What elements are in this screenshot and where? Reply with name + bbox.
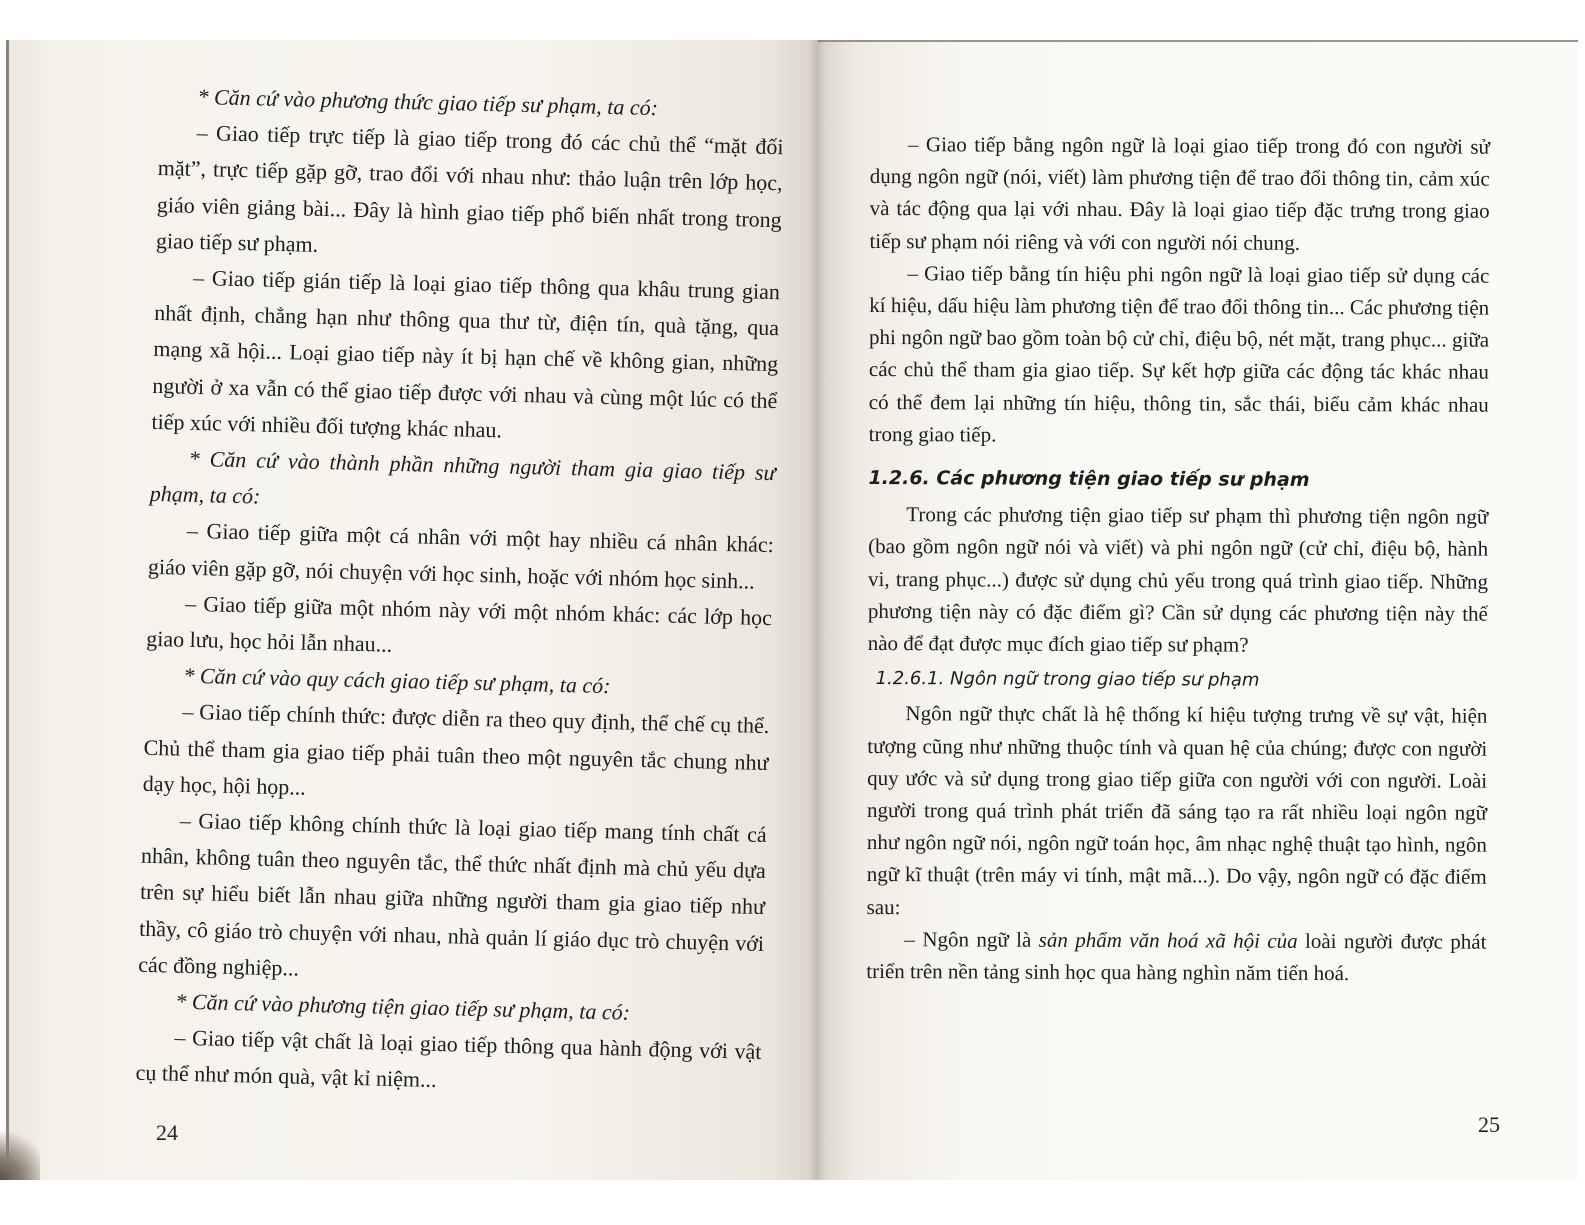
subsection-heading: 1.2.6.1. Ngôn ngữ trong giao tiếp sư phạm	[875, 668, 1260, 691]
book-gutter	[808, 40, 826, 1180]
left-page-number: 24	[156, 1120, 178, 1145]
left-paragraph: * Căn cứ vào thành phần những người tham gia giao tiếp sư phạm, ta có:	[149, 445, 776, 509]
spacer	[869, 450, 1489, 459]
worn-page-corner	[0, 1120, 40, 1180]
text-run: loài người được phát triển trên nền tảng sinh học qua hàng nghìn năm tiến hoá.	[866, 928, 1487, 986]
left-paragraph: – Giao tiếp vật chất là loại giao tiếp thông qua hành động với vật cụ thể như món quà, vật kỉ niệm...	[135, 1024, 762, 1093]
left-paragraph: – Giao tiếp gián tiếp là loại giao tiếp thông qua khâu trung gian nhất định, chẳng hạn như thông qua thư từ, điện tín, quà tặng, qua mạng xã hội... Loại giao tiếp này ít bị hạn chế về không gian, những người ở xa vẫn có thể giao tiếp được với nhau và cùng một lúc có thể tiếp xúc với nhiều đối tượng khác nhau.	[151, 264, 781, 443]
left-paragraph: – Giao tiếp trực tiếp là giao tiếp trong đó các chủ thể “mặt đối mặt”, trực tiếp gặp gỡ, trao đổi với nhau như: thảo luận trên lớp học, giáo viên giảng bài... Đây là hình giao tiếp phổ biến nhất trong trong giao tiếp sư phạm.	[155, 120, 784, 257]
right-paragraph: Ngôn ngữ thực chất là hệ thống kí hiệu tượng trưng về sự vật, hiện tượng cũng như những thuộc tính và quan hệ của chúng; được con người quy ước và sử dụng trong giao tiếp giữa con người với con người. Loài người trong quá trình phát triển đã sáng tạo ra rất nhiều loại ngôn ngữ như ngôn ngữ nói, ngôn ngữ toán học, âm nhạc nghệ thuật tạo hình, ngôn ngữ kĩ thuật (trên máy vi tính, mật mã...). Do vậy, ngôn ngữ có đặc điểm sau:	[866, 701, 1488, 919]
left-paragraph: * Căn cứ vào quy cách giao tiếp sư phạm, ta có:	[183, 663, 611, 699]
italic-text-run: sản phẩm văn hoá xã hội của	[1038, 927, 1298, 953]
left-paragraph: * Căn cứ vào phương thức giao tiếp sư phạm, ta có:	[197, 83, 659, 121]
section-heading: 1.2.6. Các phương tiện giao tiếp sư phạm	[868, 467, 1310, 491]
text-run: – Ngôn ngữ là	[904, 927, 1039, 952]
left-paragraph: – Giao tiếp giữa một nhóm này với một nhóm khác: các lớp học giao lưu, học hỏi lẫn nhau...	[145, 590, 773, 657]
right-paragraph-mixed	[866, 923, 1486, 990]
right-page-number: 25	[1478, 1112, 1500, 1137]
right-paragraph: Trong các phương tiện giao tiếp sư phạm thì phương tiện ngôn ngữ (bao gồm ngôn ngữ nói và viết) và phi ngôn ngữ (cử chỉ, điệu bộ, hành vi, trang phục...) được sử dụng chủ yếu trong quá trình giao tiếp. Những phương tiện này có đặc điểm gì? Cần sử dụng các phương tiện này thế nào để đạt được mục đích giao tiếp sư phạm?	[867, 502, 1489, 657]
right-page-text	[866, 128, 1490, 990]
left-paragraph: * Căn cứ vào phương tiện giao tiếp sư phạm, ta có:	[175, 988, 631, 1025]
right-paragraph: – Giao tiếp bằng ngôn ngữ là loại giao tiếp trong đó con người sử dụng ngôn ngữ (nói, viết) làm phương tiện để trao đổi thông tin, cảm xúc và tác động qua lại với nhau. Đây là loại giao tiếp đặc trưng trong giao tiếp sư phạm nói riêng và với con người nói chung.	[869, 132, 1490, 255]
left-paragraph: – Giao tiếp chính thức: được diễn ra theo quy định, thể chế cụ thể. Chủ thể tham gia giao tiếp phải tuân theo một nguyên tắc chung như dạy học, hội họp...	[142, 699, 770, 800]
left-paragraph: – Giao tiếp giữa một cá nhân với một hay nhiều cá nhân khác: giáo viên gặp gỡ, nói chuyện với học sinh, hoặc với nhóm học sinh...	[147, 518, 775, 594]
right-paragraph: – Giao tiếp bằng tín hiệu phi ngôn ngữ là loại giao tiếp sử dụng các kí hiệu, dấu hiệu làm phương tiện để trao đổi thông tin... Các phương tiện phi ngôn ngữ bao gồm toàn bộ cử chỉ, điệu bộ, nét mặt, trang phục... giữa các chủ thể tham gia giao tiếp. Sự kết hợp giữa các động tác khác nhau có thể đem lại những tín hiệu, thông tin, sắc thái, biểu cảm khác nhau trong giao tiếp.	[868, 260, 1490, 447]
left-page-text	[135, 78, 785, 1107]
left-paragraph: – Giao tiếp không chính thức là loại giao tiếp mang tính chất cá nhân, không tuân theo nguyên tắc, thể thức nhất định mà chủ yếu dựa trên sự hiểu biết lẫn nhau giữa những người tham gia giao tiếp như thầy, cô giáo trò chuyện với nhau, nhà quản lí giáo dục trò chuyện với các đồng nghiệp...	[138, 807, 768, 981]
